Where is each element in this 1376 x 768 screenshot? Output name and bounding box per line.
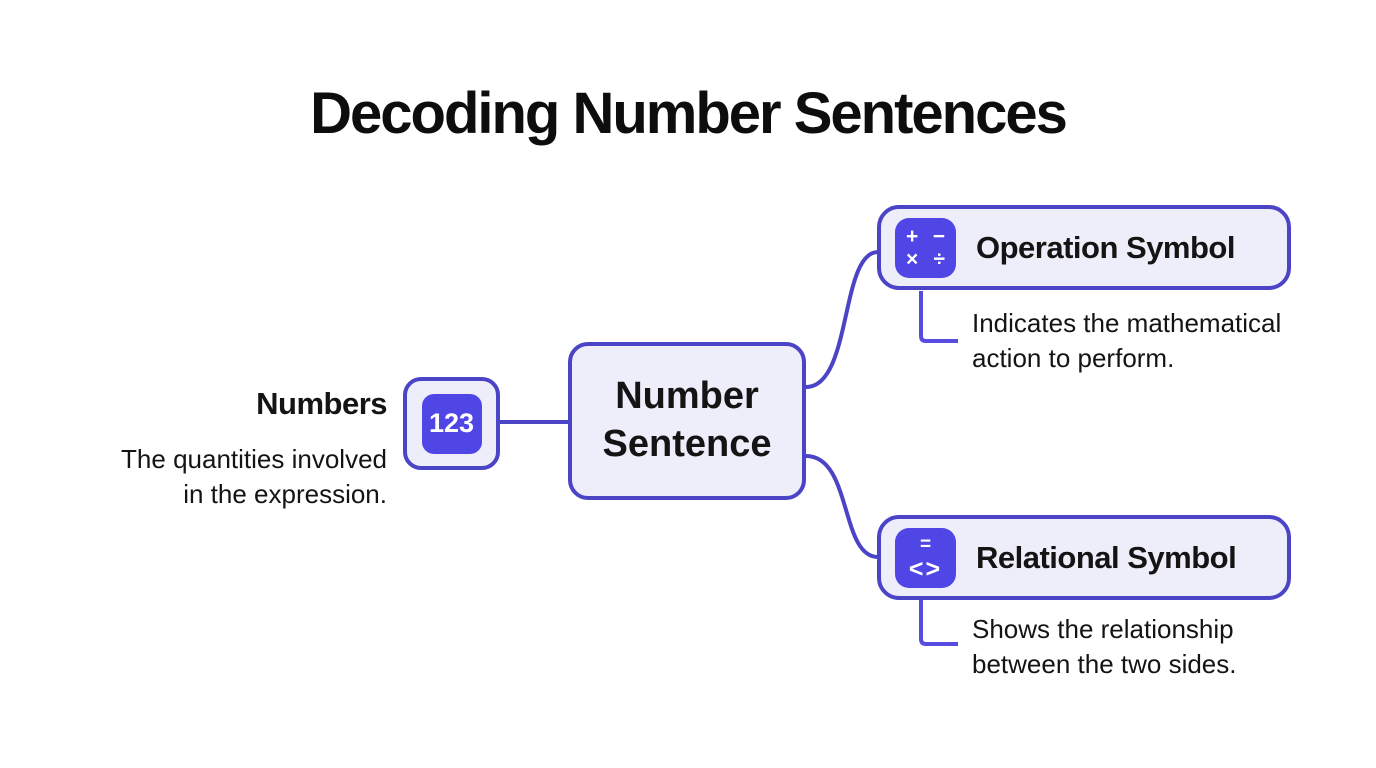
connector-operation-description — [921, 291, 958, 341]
relational-symbol-description: Shows the relationship between the two sides. — [972, 614, 1237, 680]
less-greater-glyph: <> — [908, 554, 943, 583]
numbers-node — [403, 377, 500, 470]
connector-relational-description — [921, 598, 958, 644]
relational-symbol-node — [877, 515, 1291, 600]
divide-glyph: ÷ — [933, 247, 945, 271]
numbers-label: Numbers — [256, 386, 387, 421]
math-operators-icon-row-top — [906, 225, 945, 248]
equals-glyph: = — [919, 533, 932, 555]
operation-symbol-description: Indicates the mathematical action to perform. — [972, 308, 1282, 374]
connector-center-to-operation — [806, 252, 878, 387]
comparison-icon — [895, 528, 956, 588]
center-node-number-sentence — [568, 342, 806, 500]
plus-glyph: + — [906, 224, 919, 248]
math-operators-icon-row-bottom — [906, 248, 945, 271]
relational-symbol-label: Relational Symbol — [976, 539, 1237, 575]
minus-glyph: − — [932, 224, 945, 248]
multiply-glyph: × — [906, 247, 919, 271]
operation-symbol-label: Operation Symbol — [976, 229, 1235, 265]
center-node-label: Number Sentence — [602, 375, 772, 465]
math-operators-icon — [895, 218, 956, 278]
connector-center-to-relational — [806, 456, 878, 557]
numbers-description: The quantities involved in the expression. — [121, 444, 387, 510]
operation-symbol-node — [877, 205, 1291, 290]
numbers-icon-text: 123 — [428, 408, 475, 438]
page-title: Decoding Number Sentences — [310, 81, 1066, 146]
numbers-123-icon — [422, 394, 482, 454]
